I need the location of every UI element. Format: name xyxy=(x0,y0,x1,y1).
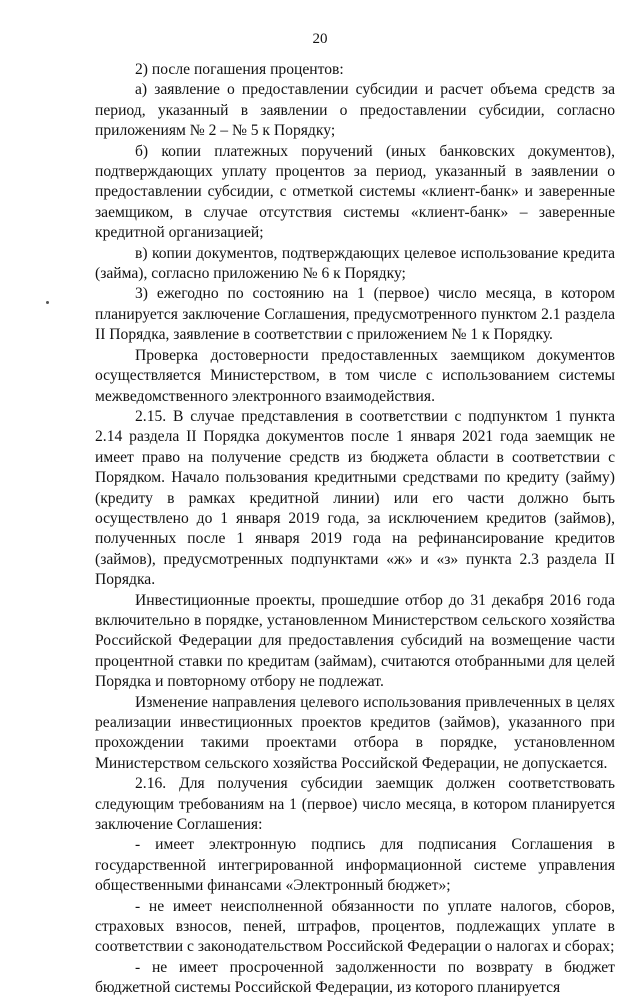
paragraph-after-interest: 2) после погашения процентов: xyxy=(135,61,344,78)
paragraph-requirement-taxes: - не имеет неисполненной обязанности по уплате налогов, сборов, страховых взносов, пеней, штрафов, процентов, подлежащих уплате в соответствии с законодательством Российской Федерации о налогах и сборах; xyxy=(95,897,615,956)
page-number: 20 xyxy=(312,31,328,47)
paragraph-change-direction: Изменение направления целевого использования привлеченных в целях реализации инвестиционных проектов кредитов (займов), указанного при прохождении такими проектами отбора в порядке, установленном Министерством сельского хозяйства Российской Федерации, не допускается. xyxy=(95,693,615,772)
paragraph-2-15: 2.15. В случае представления в соответствии с подпунктом 1 пункта 2.14 раздела II Порядка документов после 1 января 2021 года заемщик не имеет право на получение средств из бюджета области в соответствии с Порядком. Начало пользования кредитными средствами по кредиту (займу) (кредиту в рамках кредитной линии) или его части должно быть осуществлено до 1 января 2019 года, за исключением кредитов (займов), полученных после 1 января 2019 года на рефинансирование кредитов (займов), предусмотренных подпунктами «ж» и «з» пункта 2.3 раздела II Порядка. xyxy=(95,407,615,589)
document-body xyxy=(95,60,615,999)
paragraph-verification: Проверка достоверности предоставленных заемщиком документов осуществляется Министерством, в том числе с использованием системы межведомственного электронного взаимодействия. xyxy=(95,346,615,405)
paragraph-investment-projects: Инвестиционные проекты, прошедшие отбор до 31 декабря 2016 года включительно в порядке, установленном Министерством сельского хозяйства Российской Федерации для предоставления субсидий на возмещение части процентной ставки по кредитам (займам), считаются отобранными для целей Порядка и повторному отбору не подлежат. xyxy=(95,591,615,691)
paragraph-item-3: 3) ежегодно по состоянию на 1 (первое) число месяца, в котором планируется заключение Соглашения, предусмотренного пунктом 2.1 раздела II Порядка, заявление в соответствии с приложением № 1 к Порядку. xyxy=(95,285,615,344)
paragraph-2-16: 2.16. Для получения субсидии заемщик должен соответствовать следующим требованиям на 1 (первое) число месяца, в котором планируется заключение Соглашения: xyxy=(95,775,615,834)
paragraph-requirement-debt: - не имеет просроченной задолженности по возврату в бюджет бюджетной системы Российской Федерации, из которого планируется xyxy=(95,958,615,997)
paragraph-requirement-signature: - имеет электронную подпись для подписания Соглашения в государственной интегрированной информационной системе управления общественными финансами «Электронный бюджет»; xyxy=(95,836,615,895)
paragraph-item-v: в) копии документов, подтверждающих целевое использование кредита (займа), согласно приложению № 6 к Порядку; xyxy=(95,244,615,283)
margin-dot-mark xyxy=(46,301,49,304)
paragraph-item-b: б) копии платежных поручений (иных банковских документов), подтверждающих уплату процентов за период, указанный в заявлении о предоставлении субсидии, с отметкой системы «клиент-банк» и заверенные заемщиком, в случае отсутствия системы «клиент-банк» – заверенные кредитной организацией; xyxy=(95,142,615,242)
paragraph-item-a: а) заявление о предоставлении субсидии и расчет объема средств за период, указанный в заявлении о предоставлении субсидии, согласно приложениям № 2 – № 5 к Порядку; xyxy=(95,81,615,140)
